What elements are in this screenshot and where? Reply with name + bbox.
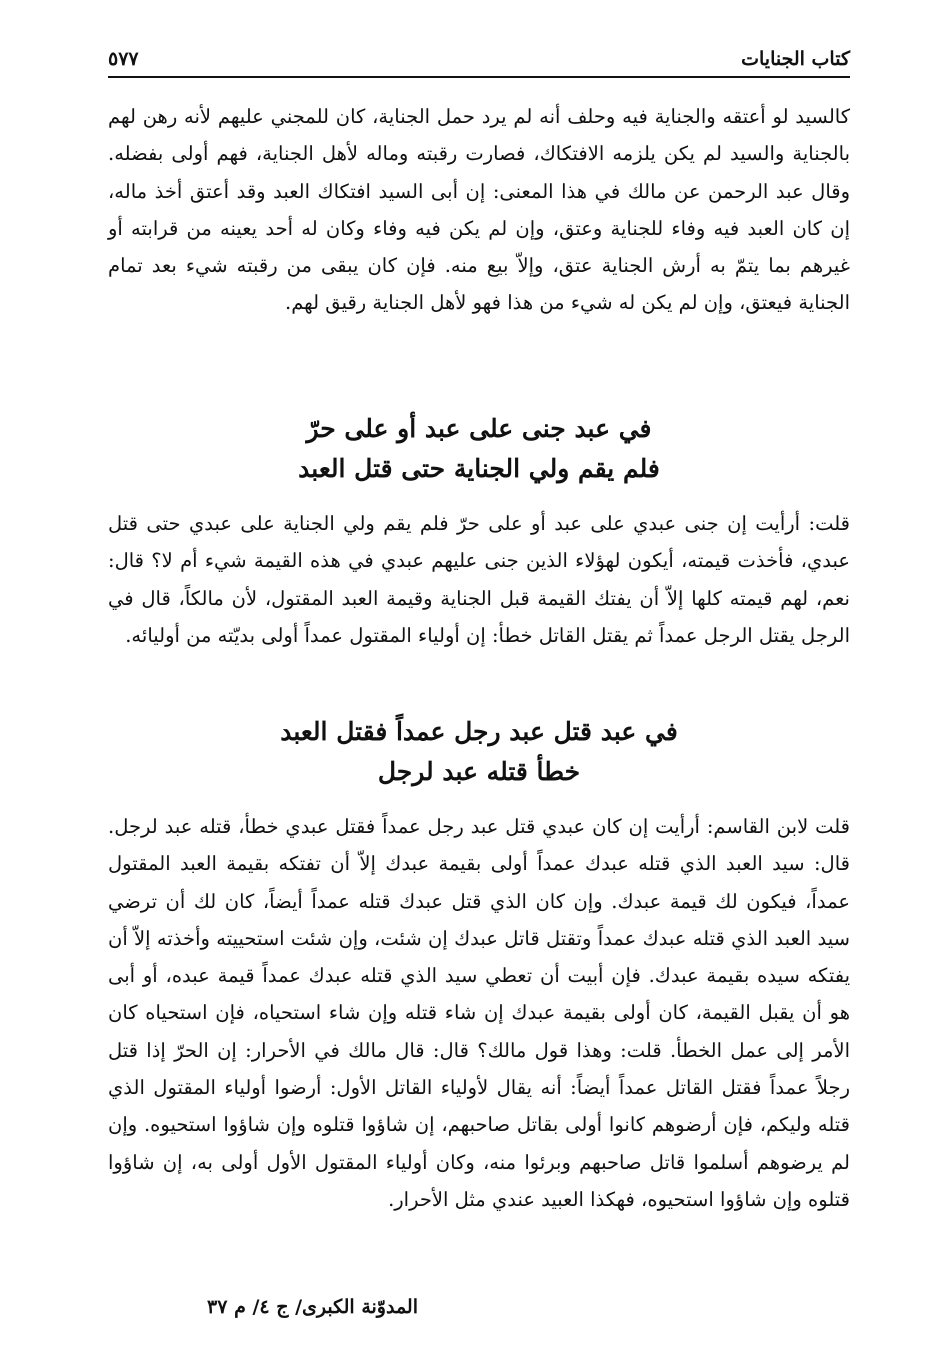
section-heading-2 xyxy=(108,712,850,792)
paragraph-1: كالسيد لو أعتقه والجناية فيه وحلف أنه لم يرد حمل الجناية، كان للمجني عليهم لأنه رهن لهم بالجناية والسيد لم يكن يلزمه الافتكاك، فصارت رقبته وماله لأهل الجناية، فهم أولى بفضله. وقال عبد الرحمن عن مالك في هذا المعنى: إن أبى السيد افتكاك العبد وقد أعتق أخذ ماله، إن كان العبد فيه وفاء للجناية وعتق، وإن لم يكن فيه وفاء وكان له أحد يعينه من قرابته أو غيرهم بما يتمّ به أرش الجناية عتق، وإلاّ بيع منه. فإن كان يبقى من رقبته شيء بعد تمام الجناية فيعتق، وإن لم يكن له شيء من هذا فهو لأهل الجناية رقيق لهم. xyxy=(108,105,850,315)
running-title: كتاب الجنايات xyxy=(741,48,850,70)
volume-signature: المدوّنة الكبرى/ ج ٤/ م ٣٧ xyxy=(207,1296,418,1318)
paragraph-3: قلت لابن القاسم: أرأيت إن كان عبدي قتل عبد رجل عمداً فقتل عبدي خطأ، قتله عبد لرجل. قال: سيد العبد الذي قتله عبدك عمداً أولى بقيمة عبدك إلاّ أن تفتكه بقيمة العبد المقتول عمداً، فيكون لك قيمة عبدك. وإن كان الذي قتل عبدك قتله عمداً أيضاً، كان لك أن ترضي سيد العبد الذي قتله عبدك عمداً وتقتل قاتل عبدك إن شئت، وإن شئت استحييته وأخذته إلاّ أن يفتكه سيده بقيمة عبدك. فإن أبيت أن تعطي سيد الذي قتله عبدك عمداً قيمة عبده، أو أبى هو أن يقبل القيمة، كان أولى بقيمة عبدك إن شاء قتله وإن شاء استحياه، فإن استحياه كان الأمر إلى عمل الخطأ. قلت: وهذا قول مالك؟ قال: قال مالك في الأحرار: إن الحرّ إذا قتل رجلاً عمداً فقتل القاتل عمداً أيضاً: أنه يقال لأولياء القاتل الأول: أرضوا أولياء المقتول الذي قتله وليكم، فإن أرضوهم كانوا أولى بقاتل صاحبهم، إن شاؤوا قتلوه وإن شاؤوا استحيوه. وإن لم يرضوهم أسلموا قاتل صاحبهم وبرئوا منه، وكان أولياء المقتول الأول أولى به، إن شاؤوا قتلوه وإن شاؤوا استحيوه، فهكذا العبيد عندي مثل الأحرار. xyxy=(108,815,850,1211)
section-heading-2-line-2: خطأ قتله عبد لرجل xyxy=(377,757,581,786)
section-heading-2-line-1: في عبد قتل عبد رجل عمداً فقتل العبد xyxy=(280,717,678,746)
paragraph-2: قلت: أرأيت إن جنى عبدي على عبد أو على حرّ فلم يقم ولي الجناية على عبدي حتى قتل عبدي، فأخذت قيمته، أيكون لهؤلاء الذين جنى عليهم عبدي في هذه القيمة شيء أم لا؟ قال: نعم، لهم قيمته كلها إلاّ أن يفتك القيمة قبل الجناية وقيمة العبد المقتول، لأن مالكاً، قال في الرجل يقتل الرجل عمداً ثم يقتل القاتل خطأ: إن أولياء المقتول عمداً أولى بديّته من أوليائه. xyxy=(108,512,850,647)
section-heading-1 xyxy=(108,409,850,489)
section-heading-1-line-2: فلم يقم ولي الجناية حتى قتل العبد xyxy=(298,454,660,483)
page-header xyxy=(108,42,850,78)
section-heading-1-line-1: في عبد جنى على عبد أو على حرّ xyxy=(306,414,652,443)
page-number: ٥٧٧ xyxy=(108,48,139,70)
